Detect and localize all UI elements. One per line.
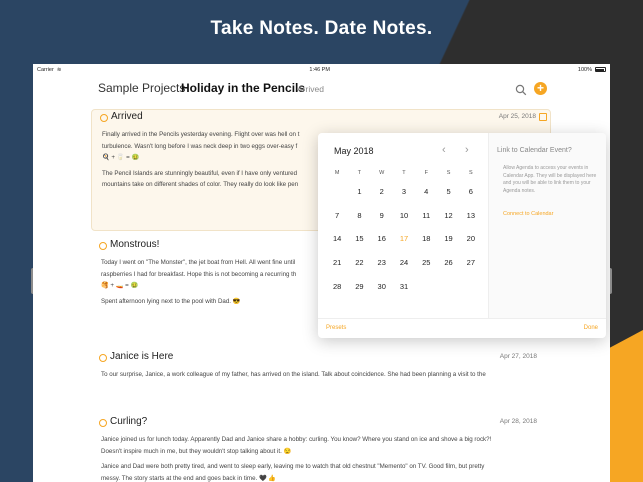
calendar-day[interactable]: 3 [401,187,407,197]
note-date[interactable]: Apr 25, 2018 [498,113,536,120]
connect-calendar-button[interactable]: Connect to Calendar [503,211,554,217]
note-date[interactable]: Apr 28, 2018 [499,418,537,425]
week-row [326,180,482,204]
note-paragraph: Doesn't inspire much in me, but they wouldn't stop talking about it. 😒 [101,447,292,455]
calendar-day[interactable]: 13 [466,210,475,220]
calendar-day[interactable]: 20 [466,234,475,244]
calendar-day[interactable]: 10 [399,210,409,220]
note-paragraph: mountains take on different shades of color. They really do look like pen [102,181,299,188]
chevron-right-icon[interactable]: › [465,144,469,156]
calendar-day[interactable]: 25 [422,258,431,268]
calendar-day[interactable]: 4 [424,187,429,197]
toolbar [33,76,610,106]
popover-footer [318,318,606,338]
calendar-day[interactable]: 27 [466,258,475,268]
note-paragraph: raspberries I had for breakfast. Hope this is not becoming a recurring th [101,270,297,278]
weekday-label: S [446,170,451,176]
note-paragraph: Janice joined us for lunch today. Apparently Dad and Janice share a hobby: curling. You know? Where you stand on ice and shove a big rock?! [101,436,492,443]
calendar-day[interactable]: 19 [444,234,453,244]
note-paragraph: 🍳 + 🥛 = 🤢 [102,154,140,161]
note-body[interactable] [91,431,551,482]
battery-icon [595,67,606,72]
calendar-day[interactable]: 24 [399,258,409,268]
wifi-icon: ≋ [56,66,62,73]
note-paragraph: turbulence. Wasn't long before I was neck deep in two eggs over-easy f [102,142,298,150]
link-calendar-title: Link to Calendar Event? [497,147,572,154]
calendar-day[interactable]: 23 [377,258,386,268]
week-row [326,227,482,251]
note-paragraph: Finally arrived in the Pencils yesterday evening. Flight over was hell on t [102,131,300,138]
note-paragraph: Janice and Dad were both pretty tired, and went to sleep early, leaving me to watch that old chestnut "Memento" on TV. Good film, but pretty [101,463,485,470]
chevron-left-icon[interactable]: ‹ [442,144,446,156]
week-row [326,274,482,298]
calendar-day[interactable]: 26 [444,258,453,268]
note-card[interactable] [91,350,551,390]
add-note-button[interactable] [534,82,547,95]
calendar-day[interactable]: 16 [377,234,386,244]
battery-label: 100% [577,66,592,73]
weekday-label: T [402,170,406,176]
project-status: Arrived [297,84,324,94]
note-paragraph: To our surprise, Janice, a work colleague of my father, has arrived on the island. Talk about coincidence. She had been planning a visit to the [101,371,486,378]
calendar-day[interactable]: 29 [355,281,364,291]
project-title: Holiday in the Pencils [181,81,306,95]
status-bar [33,64,610,75]
note-paragraph: Spent afternoon lying next to the pool with Dad. 😎 [101,297,241,305]
calendar-pane [318,133,488,338]
search-icon[interactable] [515,83,527,95]
calendar-day[interactable]: 22 [355,258,364,268]
calendar-day[interactable]: 28 [332,281,342,291]
calendar-link-pane [488,133,606,318]
calendar-day[interactable]: 18 [422,234,431,244]
note-title: Monstrous! [110,239,160,250]
note-status-dot[interactable] [100,114,108,122]
calendar-day[interactable]: 5 [446,187,451,197]
calendar-day-today[interactable]: 17 [399,234,409,244]
note-status-dot[interactable] [99,354,107,362]
date-picker-popover [318,133,606,338]
calendar-day[interactable]: 15 [355,234,364,244]
weekday-label: S [468,170,473,176]
note-paragraph: messy. The story starts at the end and goes back in time. 🖤 👍 [101,474,277,482]
calendar-day[interactable]: 21 [332,258,342,268]
note-body[interactable] [91,366,551,381]
weekday-row [326,166,482,180]
calendar-day[interactable]: 8 [357,210,362,220]
note-date[interactable]: Apr 27, 2018 [499,353,537,360]
weekday-label: T [357,170,362,176]
calendar-grid [326,166,482,298]
calendar-day[interactable]: 9 [379,210,384,220]
note-paragraph: The Pencil Islands are stunningly beautiful, even if I have only ventured [102,169,298,177]
link-calendar-description: Allow Agenda to access your events in Calendar App. They will be displayed here and you will be able to link them to your Agenda notes. [503,165,597,194]
week-row [326,204,482,228]
calendar-day[interactable]: 6 [468,187,473,197]
note-paragraph: Today I went on "The Monster", the jet boat from Hell. All went fine until [101,259,296,266]
headline: Take Notes. Date Notes. [210,18,433,39]
calendar-day[interactable]: 11 [422,210,431,220]
calendar-day[interactable]: 30 [377,281,386,291]
calendar-day[interactable]: 2 [379,187,384,197]
note-title: Curling? [110,416,148,427]
carrier-label: Carrier [37,66,54,73]
note-paragraph: 🥞 + 🚤 = 🤢 [101,282,139,289]
weekday-label: W [379,170,385,176]
calendar-day[interactable]: 1 [357,187,362,197]
calendar-day[interactable]: 14 [332,234,342,244]
note-title: Janice is Here [110,351,174,362]
week-row [326,251,482,275]
note-title: Arrived [111,111,143,122]
calendar-day[interactable]: 31 [399,281,409,291]
project-breadcrumb[interactable]: Sample Projects [98,81,186,95]
note-card[interactable] [91,415,551,482]
calendar-icon[interactable] [539,113,547,121]
weekday-label: M [334,170,340,176]
ipad-screen [33,64,610,482]
done-button[interactable]: Done [583,325,598,331]
note-status-dot[interactable] [99,419,107,427]
calendar-day[interactable]: 12 [444,210,453,220]
calendar-month: May 2018 [334,146,374,156]
weekday-label: F [424,170,428,176]
calendar-day[interactable]: 7 [335,210,340,220]
clock: 1:46 PM [309,66,330,73]
plus-icon: + [536,81,544,95]
note-status-dot[interactable] [99,242,107,250]
presets-button[interactable]: Presets [326,325,347,331]
